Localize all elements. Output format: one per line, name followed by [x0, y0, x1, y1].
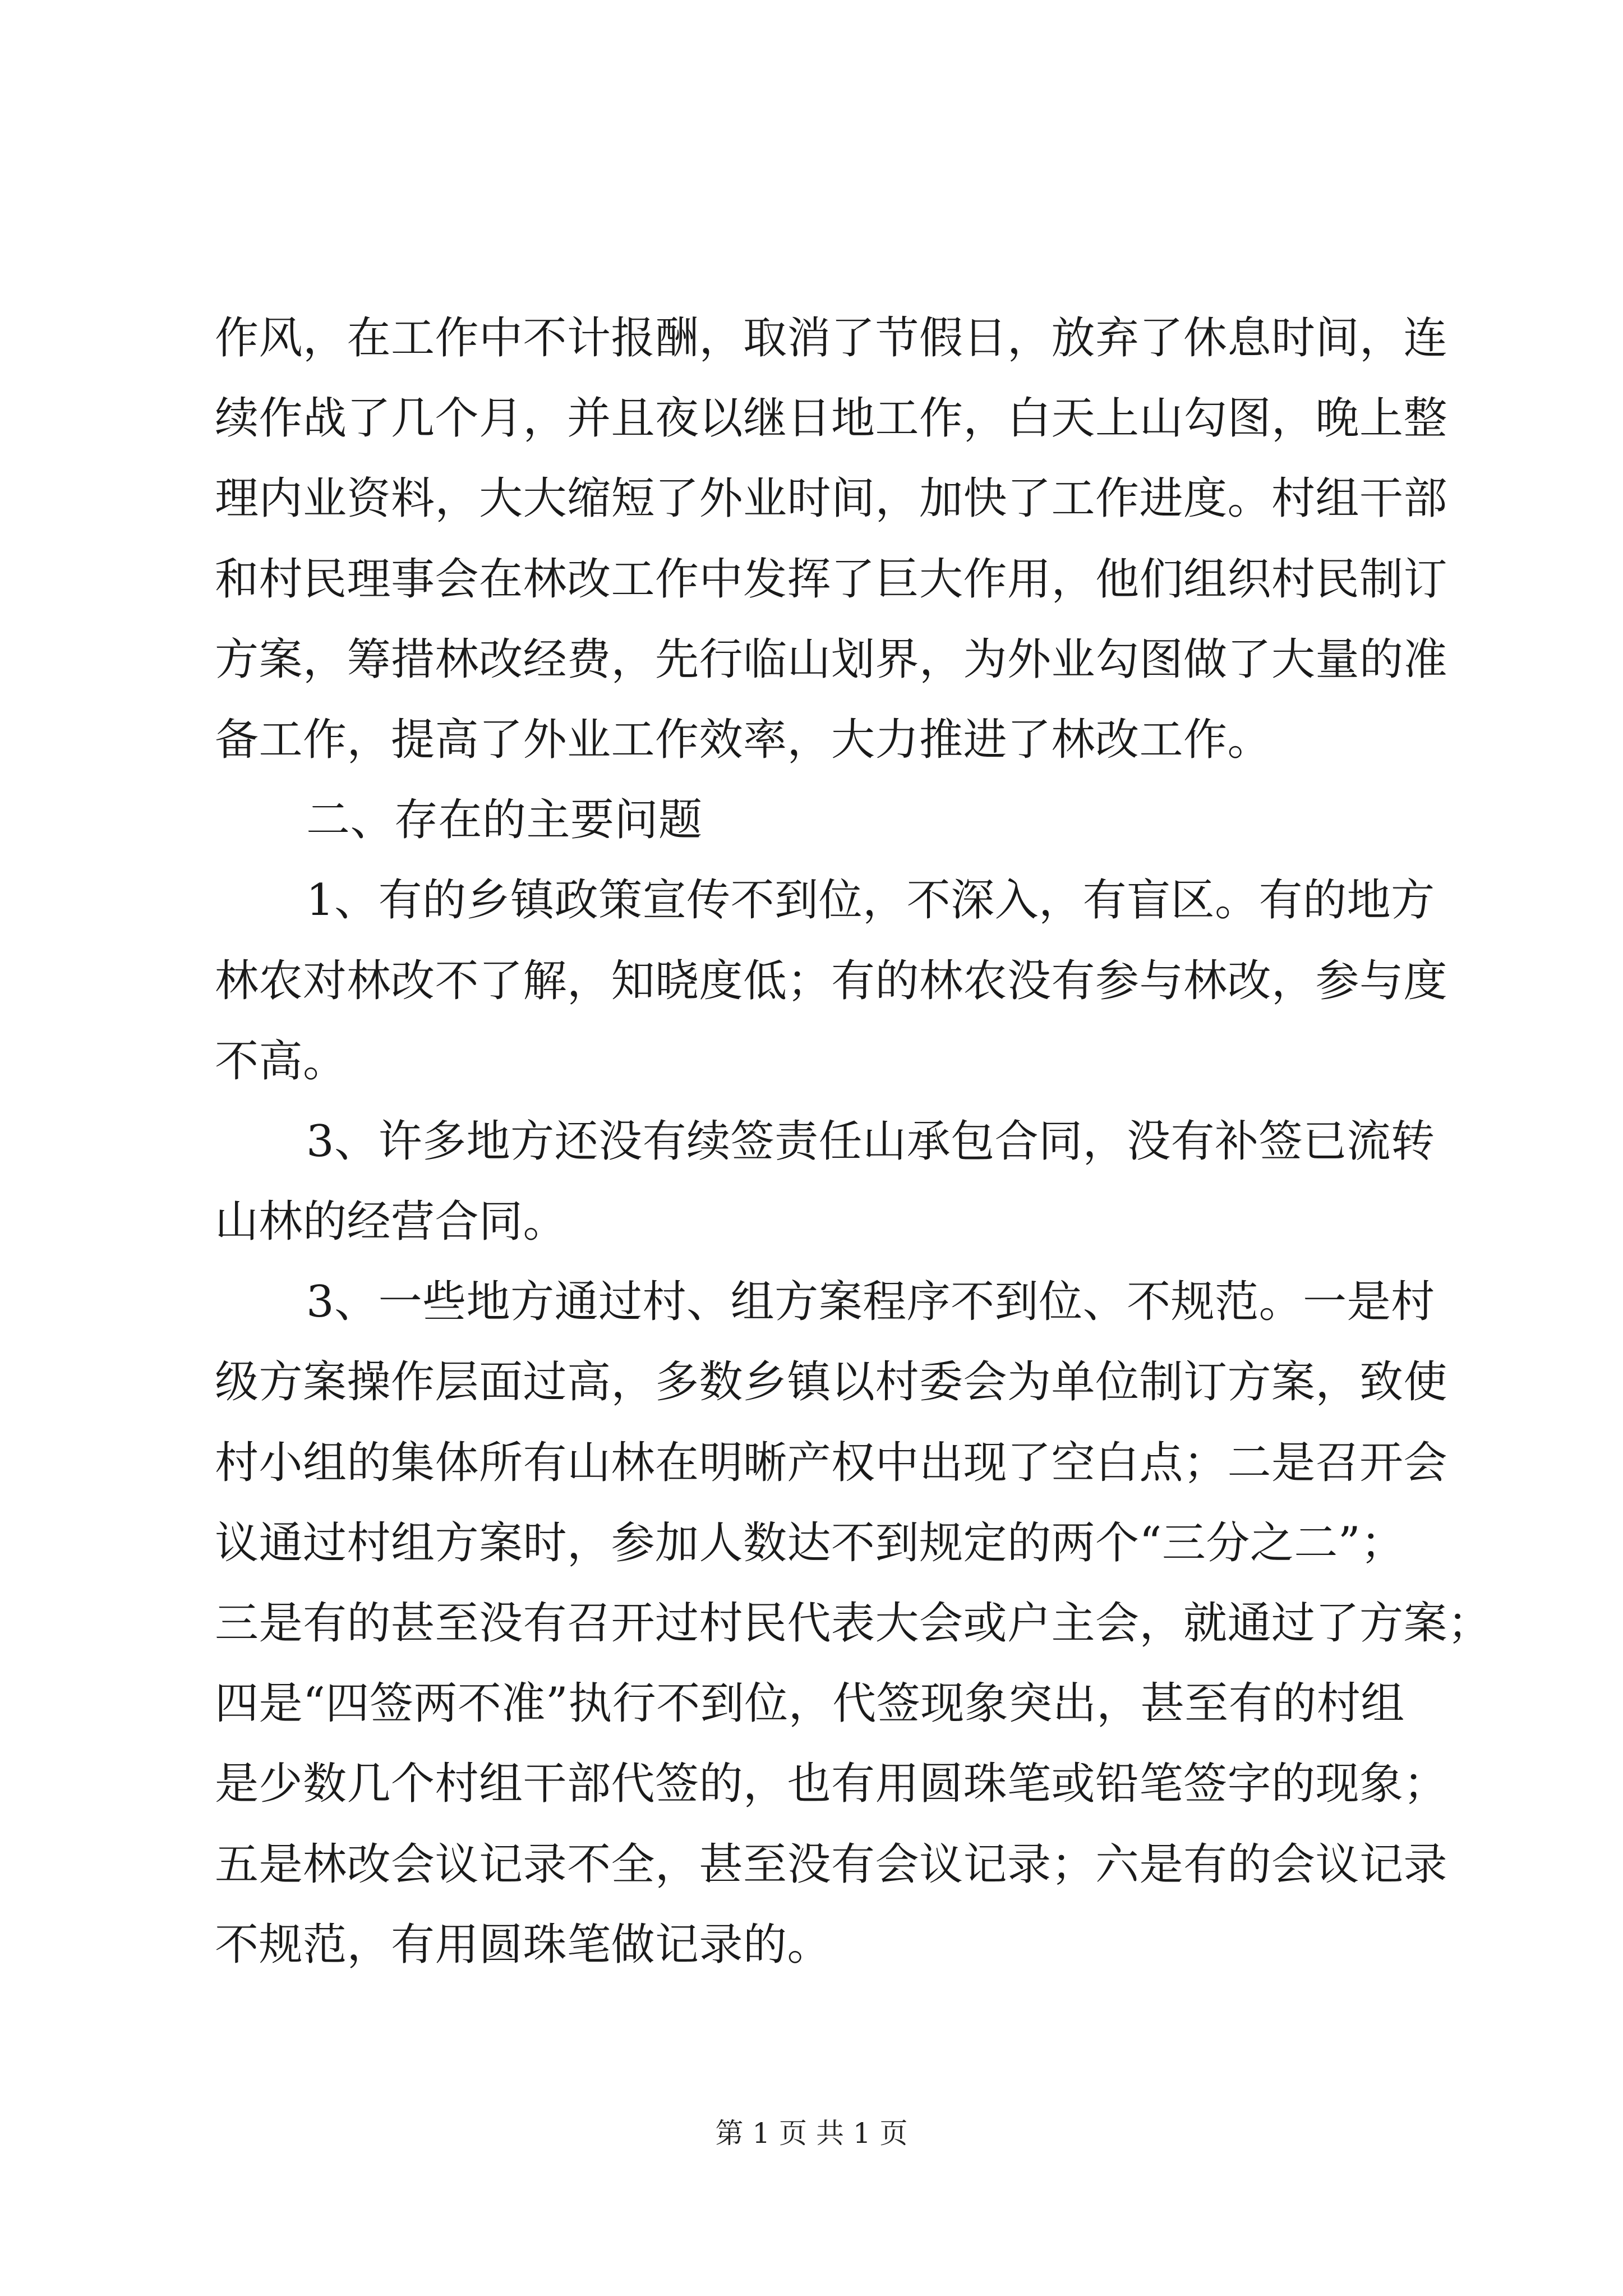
text-line: 不高。: [215, 1036, 347, 1087]
text-line: 3、许多地方还没有续签责任山承包合同，没有补签已流转: [306, 1116, 1435, 1167]
text-line: 山林的经营合同。: [215, 1197, 568, 1248]
text-line: 五是林改会议记录不全，甚至没有会议记录；六是有的会议记录: [215, 1839, 1448, 1890]
page-footer: 第 1 页 共 1 页: [715, 2117, 908, 2150]
text-line: 1、有的乡镇政策宣传不到位，不深入，有盲区。有的地方: [306, 875, 1435, 926]
text-line: 议通过村组方案时，参加人数达不到规定的两个“三分之二”；: [215, 1517, 1405, 1568]
text-line: 村小组的集体所有山林在明晰产权中出现了空白点；二是召开会: [215, 1437, 1448, 1488]
text-line: 方案，筹措林改经费，先行临山划界，为外业勾图做了大量的准: [215, 634, 1448, 685]
text-line: 四是“四签两不准”执行不到位，代签现象突出，甚至有的村组: [215, 1678, 1405, 1729]
text-line: 林农对林改不了解，知晓度低；有的林农没有参与林改，参与度: [215, 955, 1448, 1006]
text-line: 备工作，提高了外业工作效率，大力推进了林改工作。: [215, 714, 1272, 765]
text-line: 理内业资料，大大缩短了外业时间，加快了工作进度。村组干部: [215, 473, 1448, 524]
text-line: 三是有的甚至没有召开过村民代表大会或户主会，就通过了方案；: [215, 1598, 1492, 1649]
text-line: 不规范，有用圆珠笔做记录的。: [215, 1919, 832, 1970]
text-line: 是少数几个村组干部代签的，也有用圆珠笔或铅笔签字的现象；: [215, 1759, 1448, 1810]
text-line: 级方案操作层面过高，多数乡镇以村委会为单位制订方案，致使: [215, 1357, 1448, 1408]
text-line: 续作战了几个月，并且夜以继日地工作，白天上山勾图，晚上整: [215, 393, 1448, 444]
text-line: 和村民理事会在林改工作中发挥了巨大作用，他们组织村民制订: [215, 554, 1448, 605]
document-body: [215, 298, 1492, 1985]
text-line: 3、一些地方通过村、组方案程序不到位、不规范。一是村: [306, 1277, 1435, 1328]
section-heading: 二、存在的主要问题: [306, 795, 703, 846]
text-line: 作风，在工作中不计报酬，取消了节假日，放弃了休息时间，连: [215, 313, 1448, 364]
